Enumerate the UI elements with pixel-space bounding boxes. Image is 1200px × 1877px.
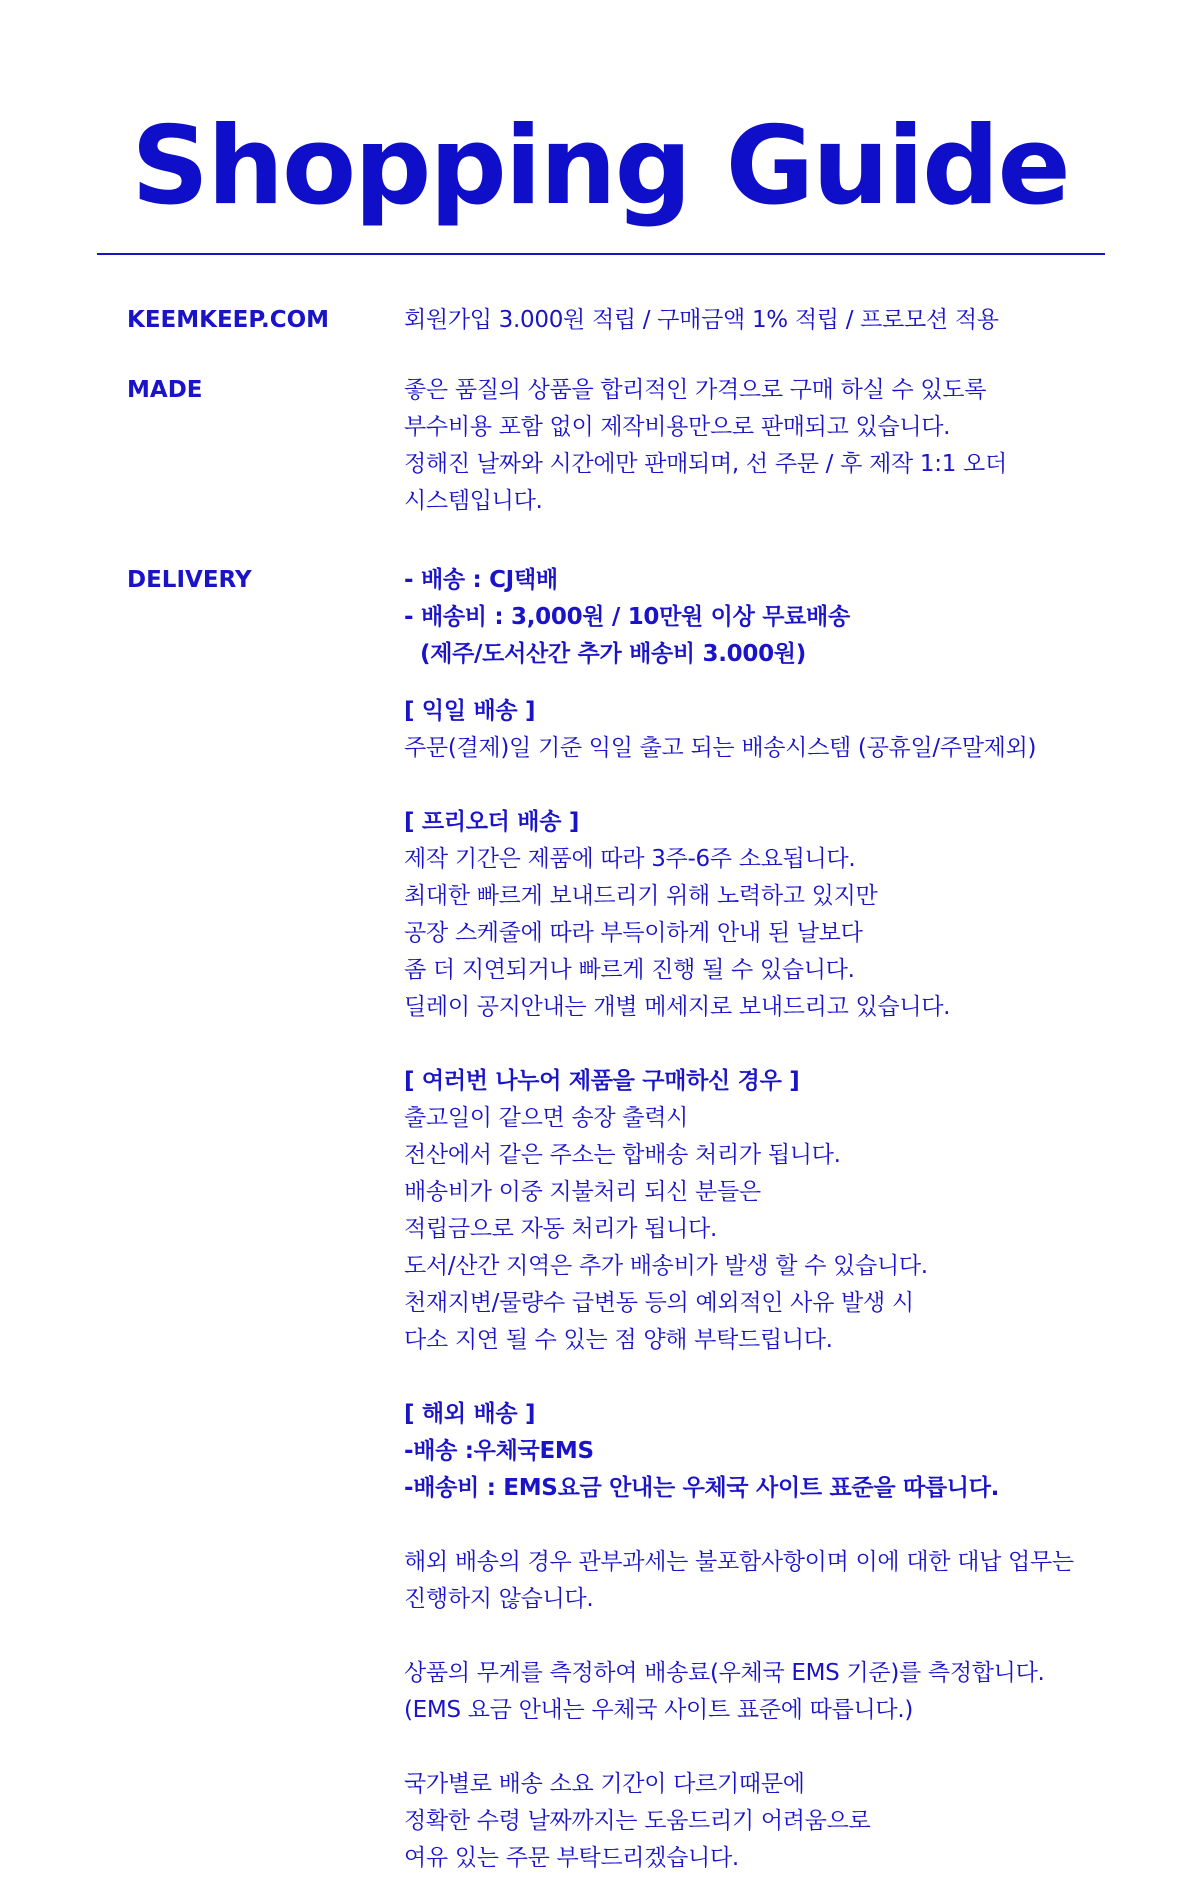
overseas-customs-line: 해외 배송의 경우 관부과세는 불포함사항이며 이에 대한 대납 업무는 <box>404 1549 1074 1575</box>
row-label-delivery: DELIVERY <box>127 567 252 593</box>
delivery-extra-fee: (제주/도서산간 추가 배송비 3.000원) <box>420 641 806 667</box>
keemkeep-text: 회원가입 3.000원 적립 / 구매금액 1% 적립 / 프로모션 적용 <box>404 307 999 333</box>
preorder-heading: [ 프리오더 배송 ] <box>404 809 580 835</box>
overseas-fee: -배송비 : EMS요금 안내는 우체국 사이트 표준을 따릅니다. <box>404 1475 1000 1501</box>
split-purchase-line: 출고일이 같으면 송장 출력시 <box>404 1105 689 1131</box>
overseas-duration-line: 국가별로 배송 소요 기간이 다르기때문에 <box>404 1771 805 1797</box>
delivery-summary <box>404 562 1104 673</box>
preorder-line: 최대한 빠르게 보내드리기 위해 노력하고 있지만 <box>404 883 878 909</box>
row-content-delivery <box>404 562 1104 1877</box>
split-purchase-line: 적립금으로 자동 처리가 됩니다. <box>404 1216 717 1242</box>
next-day-heading: [ 익일 배송 ] <box>404 698 536 724</box>
overseas-weight-line: 상품의 무게를 측정하여 배송료(우체국 EMS 기준)를 측정합니다. <box>404 1660 1045 1686</box>
split-purchase-line: 전산에서 같은 주소는 합배송 처리가 됩니다. <box>404 1142 841 1168</box>
overseas-courier: -배송 :우체국EMS <box>404 1438 594 1464</box>
preorder-line: 딜레이 공지안내는 개별 메세지로 보내드리고 있습니다. <box>404 994 951 1020</box>
overseas-heading: [ 해외 배송 ] <box>404 1401 536 1427</box>
split-purchase-line: 배송비가 이중 지불처리 되신 분들은 <box>404 1179 761 1205</box>
made-line: 부수비용 포함 없이 제작비용만으로 판매되고 있습니다. <box>404 414 951 440</box>
delivery-courier: - 배송 : CJ택배 <box>404 567 558 593</box>
delivery-fee: - 배송비 : 3,000원 / 10만원 이상 무료배송 <box>404 604 850 630</box>
made-line: 시스템입니다. <box>404 488 543 514</box>
title-divider <box>97 253 1105 255</box>
next-day-section <box>404 693 1104 767</box>
split-purchase-line: 도서/산간 지역은 추가 배송비가 발생 할 수 있습니다. <box>404 1253 928 1279</box>
split-purchase-line: 다소 지연 될 수 있는 점 양해 부탁드립니다. <box>404 1327 833 1353</box>
row-content-keemkeep <box>404 302 1104 339</box>
overseas-section <box>404 1396 1104 1877</box>
overseas-customs-line: 진행하지 않습니다. <box>404 1586 594 1612</box>
overseas-duration-line: 여유 있는 주문 부탁드리겠습니다. <box>404 1845 739 1871</box>
split-purchase-heading: [ 여러번 나누어 제품을 구매하신 경우 ] <box>404 1068 800 1094</box>
row-label-keemkeep: KEEMKEEP.COM <box>127 307 330 333</box>
row-label-made: MADE <box>127 377 203 403</box>
made-line: 좋은 품질의 상품을 합리적인 가격으로 구매 하실 수 있도록 <box>404 377 987 403</box>
preorder-line: 공장 스케줄에 따라 부득이하게 안내 된 날보다 <box>404 920 863 946</box>
split-purchase-line: 천재지변/물량수 급변동 등의 예외적인 사유 발생 시 <box>404 1290 914 1316</box>
page-title: Shopping Guide <box>131 104 1069 229</box>
row-content-made <box>404 372 1104 520</box>
preorder-line: 제작 기간은 제품에 따라 3주-6주 소요됩니다. <box>404 846 856 872</box>
overseas-weight-line: (EMS 요금 안내는 우체국 사이트 표준에 따릅니다.) <box>404 1697 914 1723</box>
made-line: 정해진 날짜와 시간에만 판매되며, 선 주문 / 후 제작 1:1 오더 <box>404 451 1007 477</box>
next-day-line: 주문(결제)일 기준 익일 출고 되는 배송시스템 (공휴일/주말제외) <box>404 735 1037 761</box>
split-purchase-section <box>404 1063 1104 1359</box>
overseas-duration-line: 정확한 수령 날짜까지는 도움드리기 어려움으로 <box>404 1808 871 1834</box>
preorder-section <box>404 804 1104 1026</box>
preorder-line: 좀 더 지연되거나 빠르게 진행 될 수 있습니다. <box>404 957 855 983</box>
